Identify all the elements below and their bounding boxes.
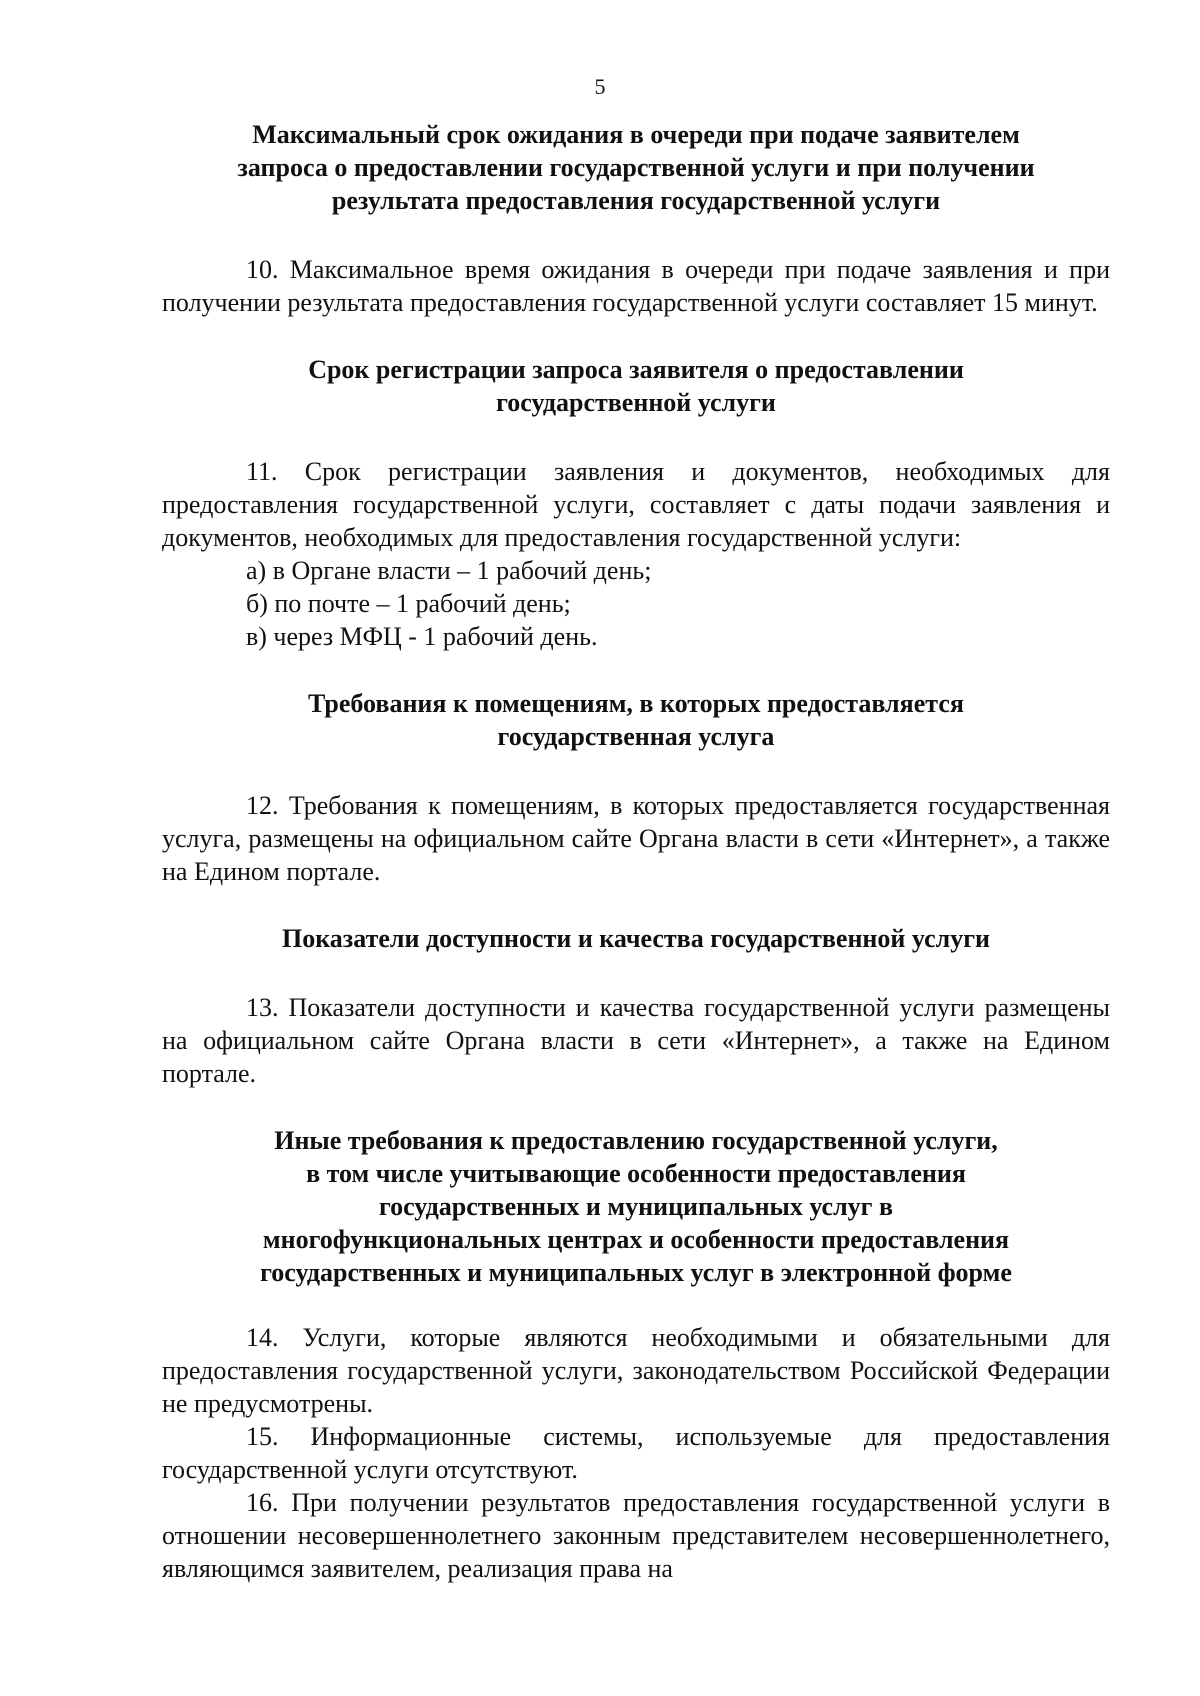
heading-line: государственная услуга [497,722,775,751]
list-item: б) по почте – 1 рабочий день; [246,589,571,618]
heading-line: государственной услуги [496,388,776,417]
paragraph-10: 10. Максимальное время ожидания в очереди при подаче заявления и при получении результата предоставления государственной услуги составляет 15 минут. [162,255,1110,317]
heading-line: результата предоставления государственной услуги [331,186,941,215]
section-heading-premises-requirements [162,687,1110,753]
heading-line: в том числе учитывающие особенности предоставления [306,1159,966,1188]
heading-line: Максимальный срок ожидания в очереди при подаче заявителем [252,120,1020,149]
heading-line: государственных и муниципальных услуг в электронной форме [260,1258,1012,1287]
paragraph-13: 13. Показатели доступности и качества государственной услуги размещены на официальном сайте Органа власти в сети «Интернет», а также на Едином портале. [162,993,1110,1088]
section-heading-waiting-time [162,118,1110,217]
document-body [162,118,1110,1585]
paragraph-15: 15. Информационные системы, используемые для предоставления государственной услуги отсутствуют. [162,1422,1110,1484]
heading-line: Показатели доступности и качества государственной услуги [281,924,991,953]
list-item: а) в Органе власти – 1 рабочий день; [246,556,652,585]
heading-line: многофункциональных центрах и особенности предоставления [262,1225,1010,1254]
paragraph-12: 12. Требования к помещениям, в которых предоставляется государственная услуга, размещены на официальном сайте Органа власти в сети «Интернет», а также на Едином портале. [162,791,1110,886]
paragraph-14: 14. Услуги, которые являются необходимыми и обязательными для предоставления государственной услуги, законодательством Российской Федерации не предусмотрены. [162,1323,1110,1418]
section-heading-registration-term [162,353,1110,419]
heading-line: Иные требования к предоставлению государственной услуги, [274,1126,998,1155]
paragraph-11: 11. Срок регистрации заявления и документов, необходимых для предоставления государственной услуги, составляет с даты подачи заявления и документов, необходимых для предоставления государственной услуги: [162,457,1110,552]
section-heading-quality-indicators [162,922,1110,955]
heading-line: Требования к помещениям, в которых предоставляется [308,689,964,718]
heading-line: Срок регистрации запроса заявителя о предоставлении [308,355,964,384]
list-item: в) через МФЦ - 1 рабочий день. [246,622,598,651]
heading-line: запроса о предоставлении государственной услуги и при получении [237,153,1035,182]
paragraph-16: 16. При получении результатов предоставления государственной услуги в отношении несовершеннолетнего законным представителем несовершеннолетнего, являющимся заявителем, реализация права на [162,1488,1110,1583]
section-heading-other-requirements [162,1124,1110,1289]
page-number: 5 [594,74,606,99]
heading-line: государственных и муниципальных услуг в [378,1192,894,1221]
